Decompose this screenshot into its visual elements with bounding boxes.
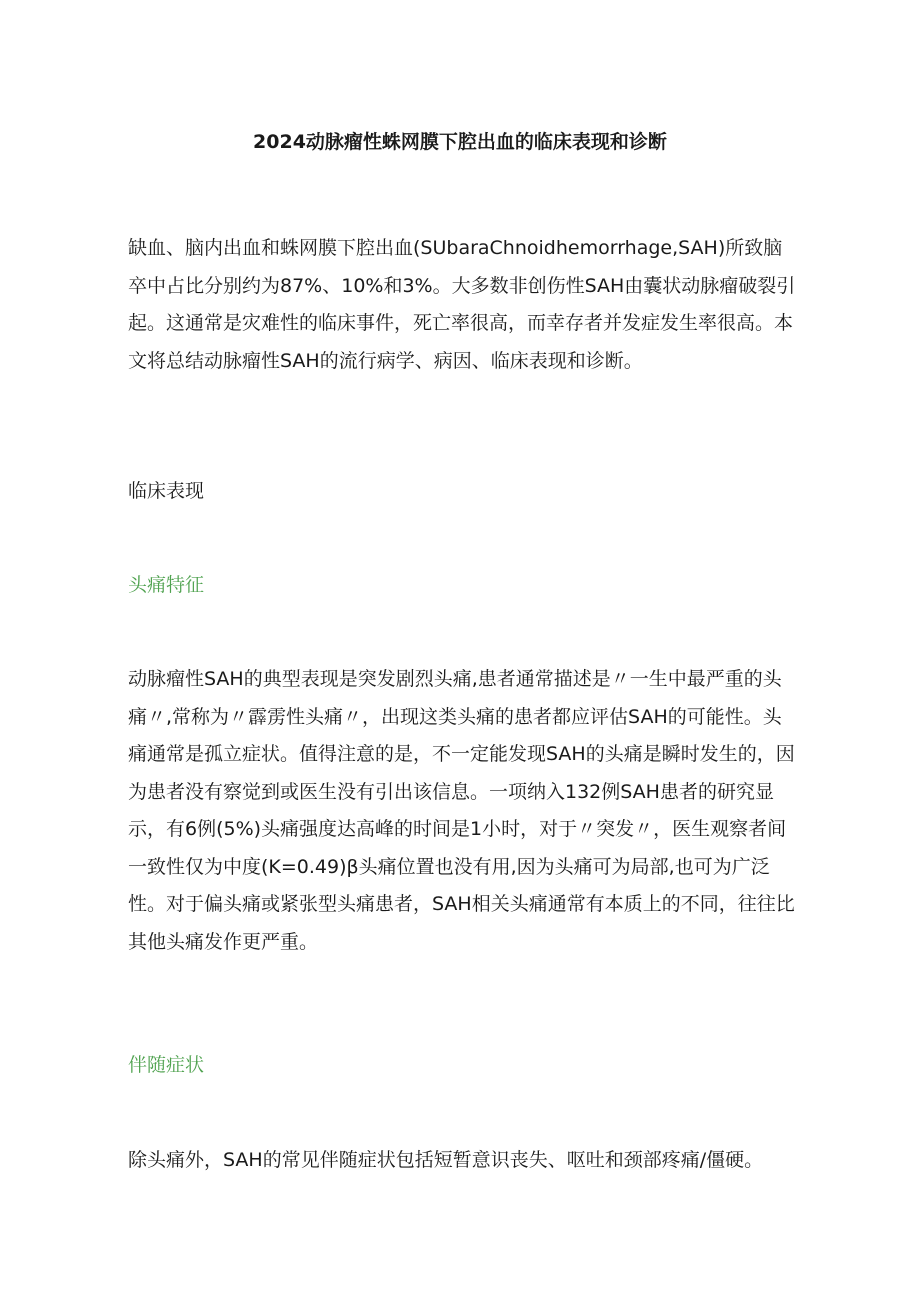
section-heading-clinical: 临床表现 xyxy=(128,480,205,502)
associated-symptoms-paragraph: 除头痛外，SAH的常见伴随症状包括短暂意识丧失、呕吐和颈部疼痛/僵硬。 xyxy=(128,1149,764,1171)
document-title: 2024动脉瘤性蛛网膜下腔出血的临床表现和诊断 xyxy=(253,131,667,153)
headache-paragraph: 动脉瘤性SAH的典型表现是突发剧烈头痛,患者通常描述是〃一生中最严重的头痛〃,常称为〃霹雳性头痛〃，出现这类头痛的患者都应评估SAH的可能性。头痛通常是孤立症状。值得注意的是，不一定能发现SAH的头痛是瞬时发生的，因为患者没有察觉到或医生没有引出该信息。一项纳入132例SAH患者的研究显示，有6例(5%)头痛强度达高峰的时间是1小时，对于〃突发〃，医生观察者间一致性仅为中度(K=0.49)β头痛位置也没有用,因为头痛可为局部,也可为广泛性。对于偏头痛或紧张型头痛患者，SAH相关头痛通常有本质上的不同，往往比其他头痛发作更严重。 xyxy=(128,668,795,953)
subheading-associated-symptoms: 伴随症状 xyxy=(128,1054,205,1076)
intro-paragraph: 缺血、脑内出血和蛛网膜下腔出血(SUbaraChnoidhemorrhage,SAH)所致脑卒中占比分别约为87%、10%和3%。大多数非创伤性SAH由囊状动脉瘤破裂引起。这通常是灾难性的临床事件，死亡率很高，而幸存者并发症发生率很高。本文将总结动脉瘤性SAH的流行病学、病因、临床表现和诊断。 xyxy=(128,237,796,372)
subheading-headache: 头痛特征 xyxy=(128,574,205,596)
